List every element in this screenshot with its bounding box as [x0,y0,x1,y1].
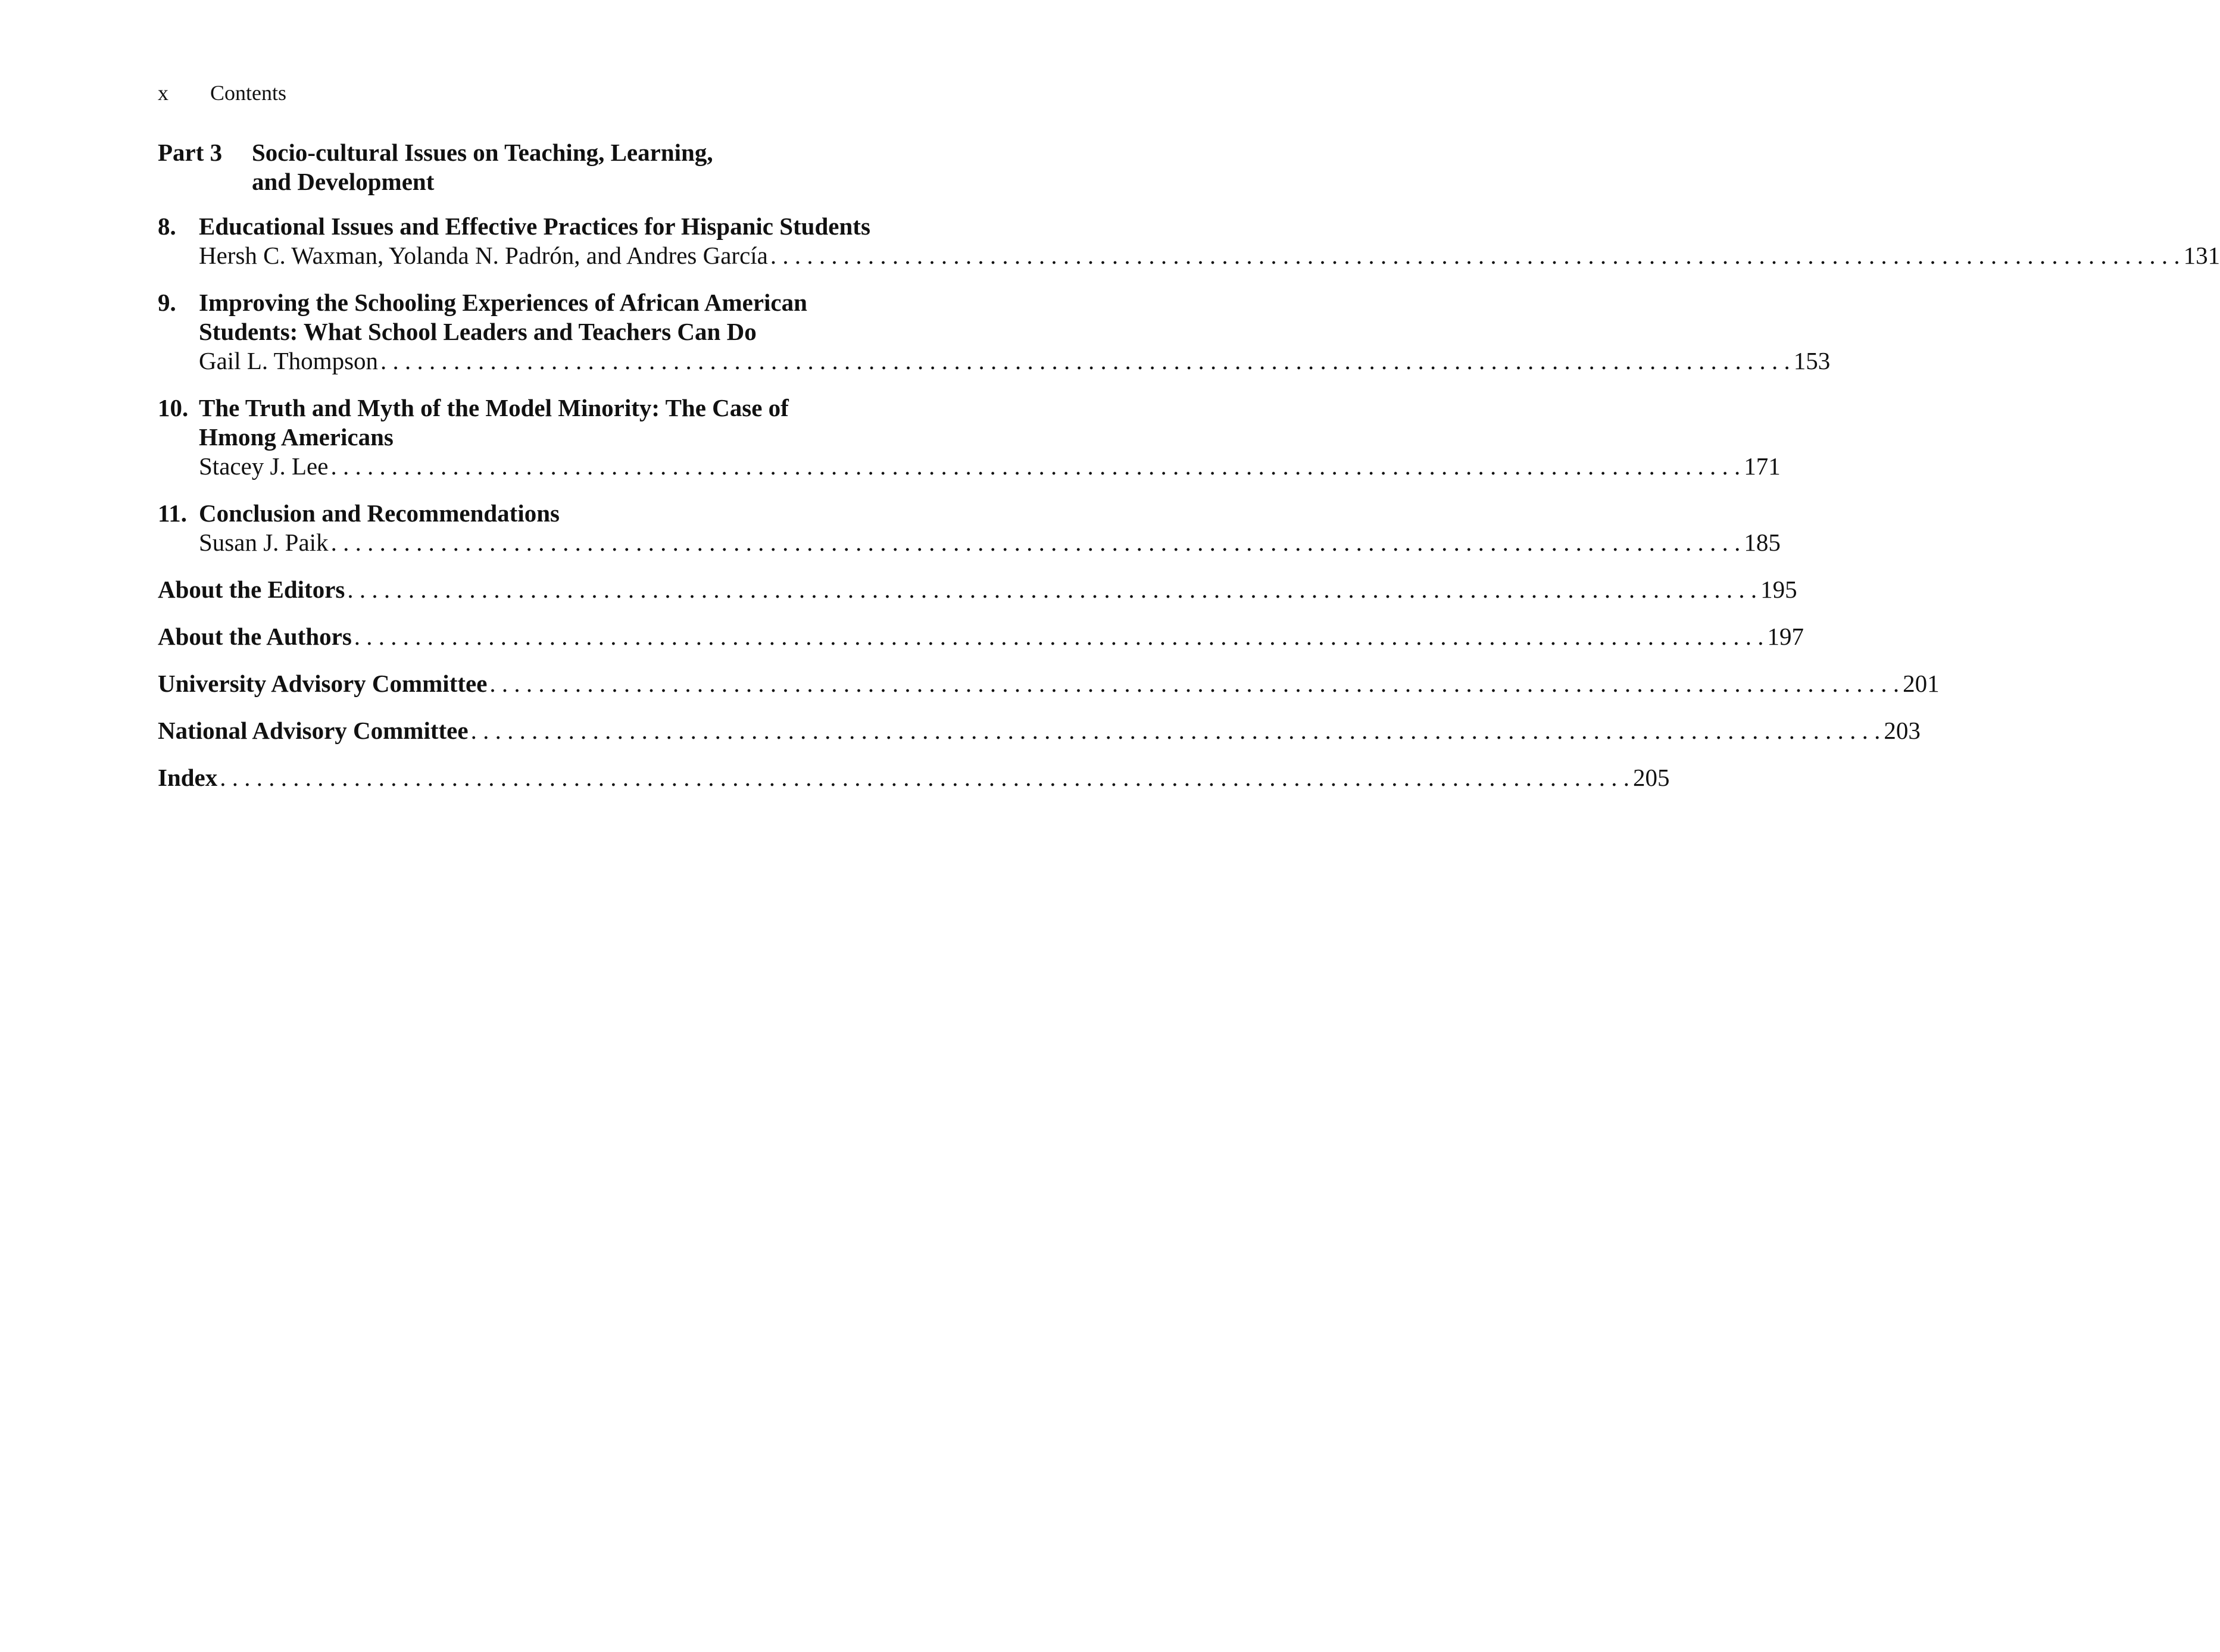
page-number: 195 [1760,576,1797,603]
dot-leader [770,241,2180,270]
toc-entry-chapter-11[interactable] [158,499,1781,557]
entry-title: National Advisory Committee [158,717,469,744]
page-folio: x [158,81,168,105]
chapter-title: Educational Issues and Effective Practices for Hispanic Students [199,213,870,240]
running-header [158,82,286,104]
dot-leader [489,669,1899,698]
toc-entry-index[interactable] [158,763,1670,792]
page-number: 201 [1903,670,1940,697]
chapter-number: 9. [158,289,176,316]
chapter-authors: Stacey J. Lee [199,452,329,480]
chapter-title: The Truth and Myth of the Model Minority: The Case of Hmong Americans [199,394,789,451]
page-number: 205 [1633,764,1670,791]
toc-entry-chapter-10[interactable] [158,394,1781,481]
dot-leader [347,575,1757,604]
page-number: 197 [1767,623,1804,650]
page-number: 131 [2183,242,2220,269]
chapter-authors: Hersh C. Waxman, Yolanda N. Padrón, and Andres García [199,242,768,269]
page-number: 171 [1744,452,1781,480]
table-of-contents [158,138,2220,810]
entry-title: Index [158,764,218,791]
chapter-authors: Susan J. Paik [199,529,329,556]
chapter-title: Conclusion and Recommendations [199,499,560,527]
chapter-number: 10. [158,394,189,421]
running-title: Contents [210,81,287,105]
part-title: Socio-cultural Issues on Teaching, Learning, and Development [252,139,713,195]
dot-leader [331,528,1741,557]
chapter-number: 8. [158,213,176,240]
page-number: 185 [1744,529,1781,556]
entry-title: University Advisory Committee [158,670,488,697]
dot-leader [471,716,1881,745]
entry-title: About the Authors [158,623,352,650]
entry-title: About the Editors [158,576,345,603]
page-number: 203 [1884,717,1921,744]
toc-entry-chapter-9[interactable] [158,288,1831,376]
part-heading [158,138,950,196]
dot-leader [354,622,1764,651]
dot-leader [220,763,1629,792]
chapter-number: 11. [158,499,187,527]
toc-entry-university-advisory-committee[interactable] [158,669,1940,698]
page-number: 153 [1793,347,1831,374]
part-label: Part 3 [158,139,223,166]
toc-entry-about-authors[interactable] [158,622,1804,651]
dot-leader [380,346,1790,376]
toc-entry-national-advisory-committee[interactable] [158,716,1921,745]
chapter-authors: Gail L. Thompson [199,347,379,374]
toc-entry-chapter-8[interactable] [158,212,2220,270]
toc-entry-about-editors[interactable] [158,575,1797,604]
chapter-title: Improving the Schooling Experiences of African American Students: What School Leaders and Teachers Can Do [199,289,807,345]
dot-leader [330,452,1740,481]
